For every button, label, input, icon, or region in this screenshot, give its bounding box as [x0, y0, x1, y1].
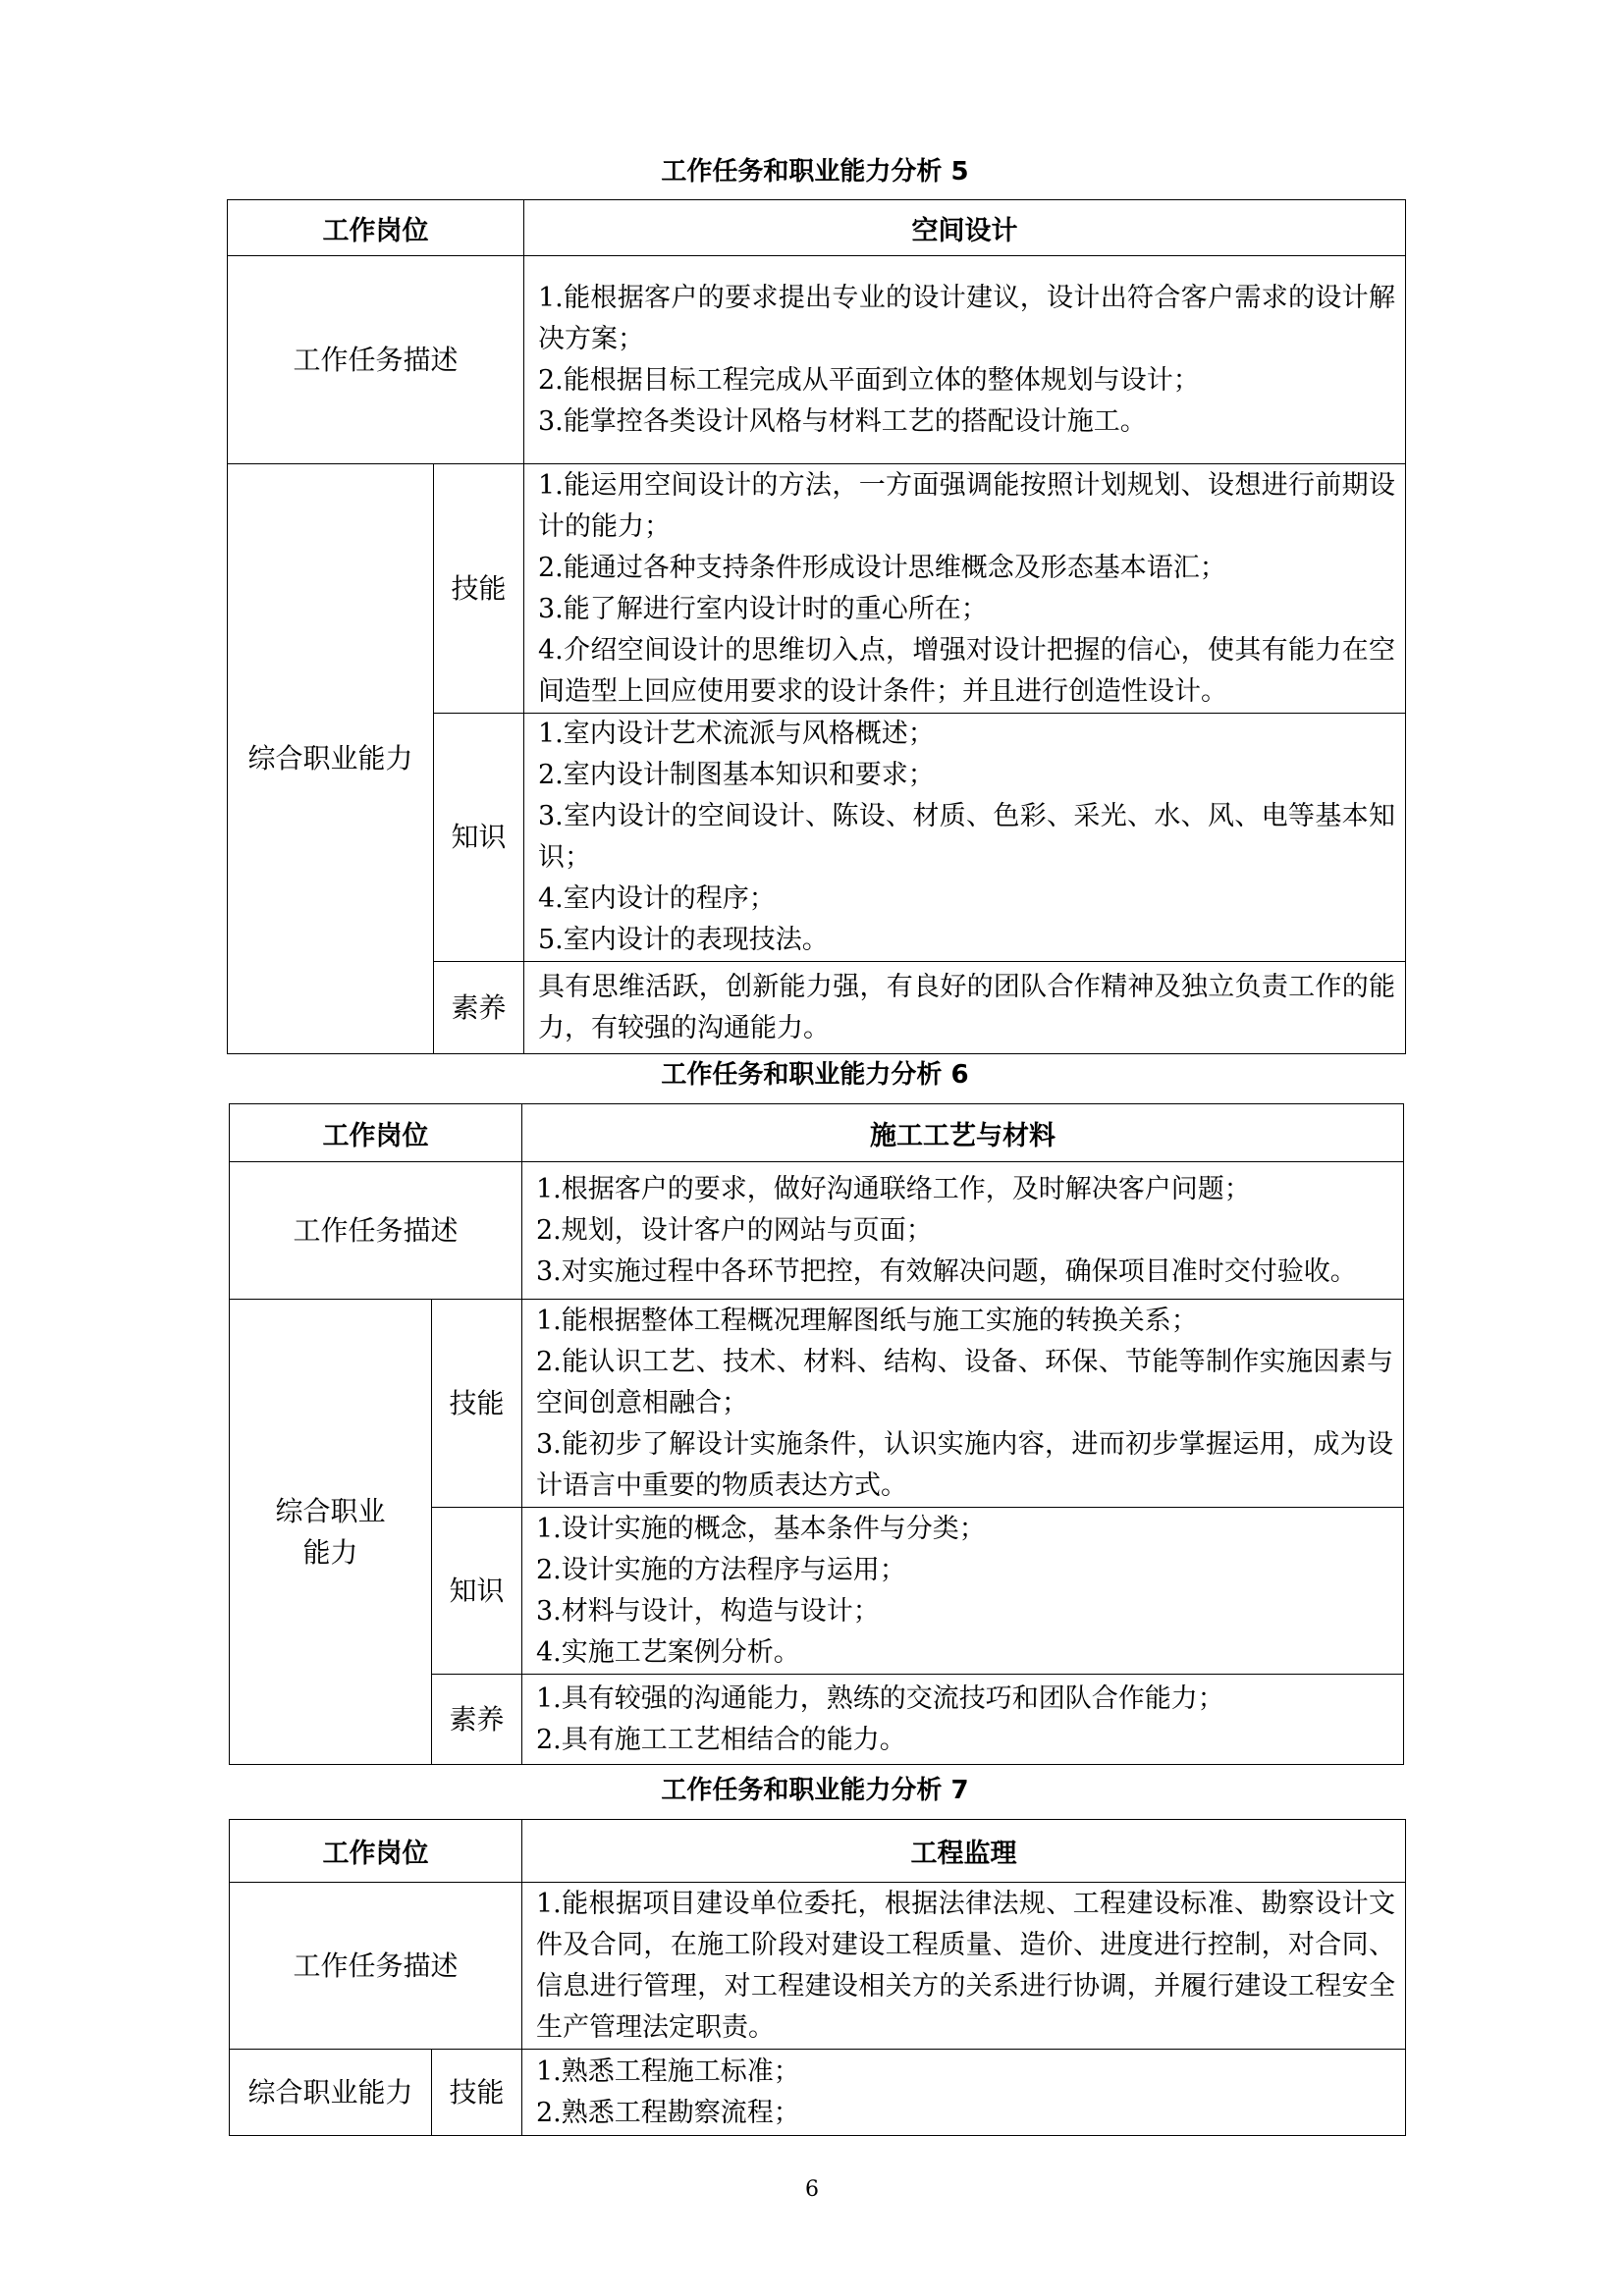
- task-description-label: 工作任务描述: [228, 256, 524, 464]
- header-position-label: 工作岗位: [228, 200, 524, 256]
- job-analysis-table-6: [229, 1103, 1404, 1765]
- knowledge-cell: [524, 714, 1406, 962]
- task-item: 1.能根据客户的要求提出专业的设计建议，设计出符合客户需求的设计解决方案；: [538, 282, 1395, 354]
- task-description-cell: [524, 256, 1406, 464]
- task-item: 1.能根据项目建设单位委托，根据法律法规、工程建设标准、勘察设计文件及合同，在施工阶段对建设工程质量、造价、进度进行控制，对合同、信息进行管理，对工程建设相关方的关系进行协调，并履行建设工程安全生产管理法定职责。: [536, 1888, 1395, 2043]
- skill-item: 1.能运用空间设计的方法，一方面强调能按照计划规划、设想进行前期设计的能力；: [538, 469, 1395, 542]
- skill-item: 2.能认识工艺、技术、材料、结构、设备、环保、节能等制作实施因素与空间创意相融合；: [536, 1346, 1393, 1418]
- quality-label: 素养: [434, 962, 524, 1054]
- quality-label: 素养: [432, 1675, 522, 1765]
- skill-item: 1.熟悉工程施工标准；: [536, 2056, 800, 2087]
- skill-cell: [524, 464, 1406, 714]
- task-item: 2.能根据目标工程完成从平面到立体的整体规划与设计；: [538, 364, 1200, 396]
- task-item: 3.能掌控各类设计风格与材料工艺的搭配设计施工。: [538, 405, 1147, 437]
- knowledge-item: 4.实施工艺案例分析。: [536, 1636, 800, 1668]
- ability-label: 综合职业能力: [230, 2050, 432, 2136]
- quality-item: 1.具有较强的沟通能力，熟练的交流技巧和团队合作能力；: [536, 1682, 1224, 1714]
- quality-cell: [522, 1675, 1404, 1765]
- table-caption: 工作任务和职业能力分析 6: [661, 1060, 969, 1090]
- position-name: 工程监理: [522, 1820, 1406, 1883]
- knowledge-item: 3.材料与设计，构造与设计；: [536, 1595, 880, 1627]
- table-caption: 工作任务和职业能力分析 5: [661, 157, 969, 187]
- knowledge-cell: [522, 1508, 1404, 1675]
- header-position-label: 工作岗位: [230, 1820, 522, 1883]
- knowledge-item: 5.室内设计的表现技法。: [538, 925, 829, 955]
- skill-item: 1.能根据整体工程概况理解图纸与施工实施的转换关系；: [536, 1305, 1198, 1336]
- knowledge-item: 3.室内设计的空间设计、陈设、材质、色彩、采光、水、风、电等基本知识；: [538, 801, 1395, 873]
- ability-label: 综合职业能力: [228, 464, 434, 1054]
- skill-cell: [522, 1300, 1404, 1508]
- task-description-label: 工作任务描述: [230, 1883, 522, 2050]
- position-name: 空间设计: [524, 200, 1406, 256]
- skill-label: 技能: [434, 464, 524, 714]
- skill-cell: [522, 2050, 1406, 2136]
- knowledge-label: 知识: [434, 714, 524, 962]
- position-name: 施工工艺与材料: [522, 1104, 1404, 1162]
- knowledge-item: 2.室内设计制图基本知识和要求；: [538, 760, 935, 790]
- job-analysis-table-7: [229, 1819, 1406, 2136]
- task-item: 2.规划，设计客户的网站与页面；: [536, 1214, 933, 1246]
- task-description-cell: [522, 1883, 1406, 2050]
- page-number: 6: [805, 2177, 819, 2202]
- skill-item: 2.能通过各种支持条件形成设计思维概念及形态基本语汇；: [538, 552, 1226, 583]
- job-analysis-table-5: [227, 199, 1406, 1054]
- ability-label-text: 综合职业能力: [275, 1494, 386, 1569]
- ability-label: [230, 1300, 432, 1765]
- skill-item: 3.能了解进行室内设计时的重心所在；: [538, 593, 988, 624]
- knowledge-item: 1.设计实施的概念，基本条件与分类；: [536, 1513, 986, 1544]
- skill-item: 3.能初步了解设计实施条件，认识实施内容，进而初步掌握运用，成为设计语言中重要的物质表达方式。: [536, 1428, 1393, 1501]
- skill-label: 技能: [432, 1300, 522, 1508]
- header-position-label: 工作岗位: [230, 1104, 522, 1162]
- skill-item: 4.介绍空间设计的思维切入点，增强对设计把握的信心，使其有能力在空间造型上回应使用要求的设计条件；并且进行创造性设计。: [538, 634, 1395, 707]
- task-item: 3.对实施过程中各环节把控，有效解决问题，确保项目准时交付验收。: [536, 1255, 1357, 1287]
- knowledge-item: 1.室内设计艺术流派与风格概述；: [538, 719, 935, 749]
- knowledge-label: 知识: [432, 1508, 522, 1675]
- quality-item: 2.具有施工工艺相结合的能力。: [536, 1724, 906, 1755]
- task-description-label: 工作任务描述: [230, 1162, 522, 1300]
- knowledge-item: 2.设计实施的方法程序与运用；: [536, 1554, 906, 1585]
- table-caption: 工作任务和职业能力分析 7: [661, 1776, 969, 1805]
- quality-cell: [524, 962, 1406, 1054]
- skill-label: 技能: [432, 2050, 522, 2136]
- task-item: 1.根据客户的要求，做好沟通联络工作，及时解决客户问题；: [536, 1173, 1251, 1204]
- task-description-cell: [522, 1162, 1404, 1300]
- skill-item: 2.熟悉工程勘察流程；: [536, 2097, 800, 2128]
- quality-item: 具有思维活跃，创新能力强，有良好的团队合作精神及独立负责工作的能力，有较强的沟通能力。: [538, 971, 1395, 1043]
- knowledge-item: 4.室内设计的程序；: [538, 883, 776, 914]
